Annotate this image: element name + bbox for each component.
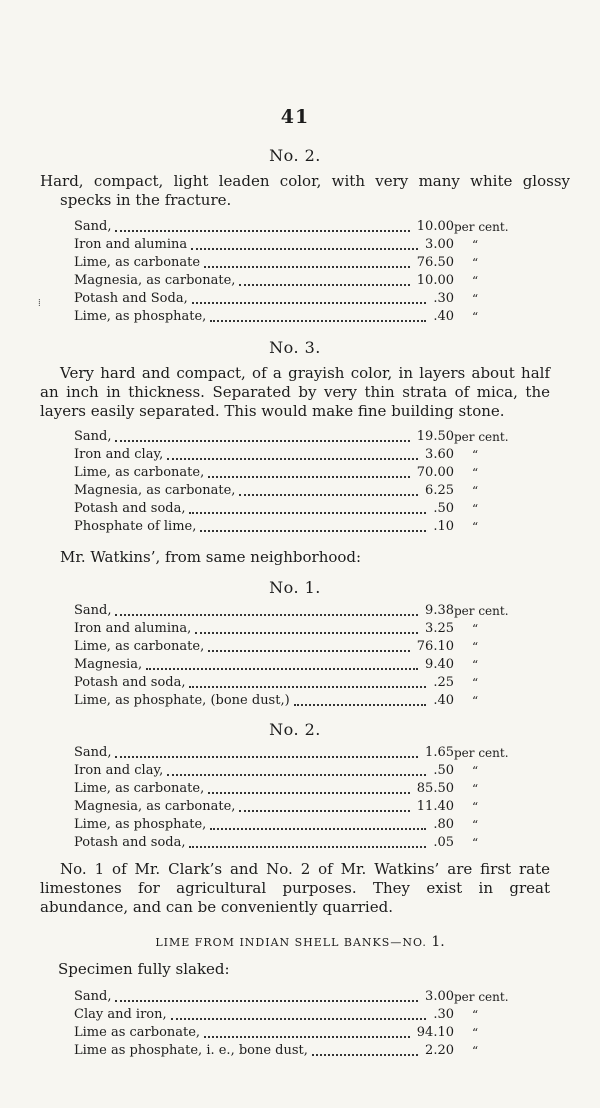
analysis-table bbox=[74, 428, 534, 536]
table-row: Magnesia, 9.40 “ bbox=[74, 657, 479, 672]
section-description: Very hard and compact, of a grayish color, in layers about half an inch in thickness. Separated by very thin strata of mica, the layers easily separated. This would make fine building stone. bbox=[40, 364, 550, 420]
table-row: Iron and alumina 3.00 “ bbox=[74, 237, 479, 252]
table-row: Potash and soda, .50 “ bbox=[74, 501, 479, 516]
table-row: Sand, 19.50 per cent. bbox=[74, 429, 509, 444]
table-row: Lime as carbonate, 94.10 “ bbox=[74, 1025, 479, 1040]
shell-heading-text: LIME FROM INDIAN SHELL BANKS—NO. bbox=[155, 936, 427, 949]
margin-mark: ⁞ bbox=[38, 298, 41, 309]
table-row: Potash and soda, .05 “ bbox=[74, 835, 479, 850]
table-row: Phosphate of lime, .10 “ bbox=[74, 519, 479, 534]
table-row: Lime, as phosphate, .80 “ bbox=[74, 817, 479, 832]
table-row: Sand, 10.00 per cent. bbox=[74, 219, 509, 234]
table-row: Magnesia, as carbonate, 10.00 “ bbox=[74, 273, 479, 288]
watkins-intro: Mr. Watkins’, from same neighborhood: bbox=[60, 548, 362, 566]
table-row: Lime, as carbonate, 85.50 “ bbox=[74, 781, 479, 796]
table-row: Sand, 9.38 per cent. bbox=[74, 603, 509, 618]
table-row: Iron and clay, .50 “ bbox=[74, 763, 479, 778]
table-row: Lime, as carbonate 76.50 “ bbox=[74, 255, 479, 270]
shell-section-heading bbox=[0, 934, 600, 950]
table-row: Sand, 1.65 per cent. bbox=[74, 745, 509, 760]
shell-intro: Specimen fully slaked: bbox=[58, 960, 230, 978]
table-row: Lime, as carbonate, 70.00 “ bbox=[74, 465, 479, 480]
section-heading: No. 1. bbox=[269, 578, 321, 597]
table-row: Sand, 3.00 per cent. bbox=[74, 989, 509, 1004]
section-heading: No. 2. bbox=[269, 146, 321, 165]
table-row: Lime, as carbonate, 76.10 “ bbox=[74, 639, 479, 654]
analysis-table bbox=[74, 988, 534, 1060]
table-row: Lime as phosphate, i. e., bone dust, 2.20 “ bbox=[74, 1043, 479, 1058]
shell-heading-number: 1. bbox=[431, 934, 445, 950]
table-row: Magnesia, as carbonate, 6.25 “ bbox=[74, 483, 479, 498]
conclusion-paragraph: No. 1 of Mr. Clark’s and No. 2 of Mr. Watkins’ are first rate limestones for agricultural purposes. They exist in great abundance, and can be conveniently quarried. bbox=[40, 860, 550, 916]
table-row: Lime, as phosphate, (bone dust,) .40 “ bbox=[74, 693, 479, 708]
section-description: Hard, compact, light leaden color, with very many white glossy specks in the fracture. bbox=[40, 172, 570, 209]
table-row: Potash and Soda, .30 “ bbox=[74, 291, 479, 306]
analysis-table bbox=[74, 218, 534, 326]
table-row: Potash and soda, .25 “ bbox=[74, 675, 479, 690]
table-row: Clay and iron, .30 “ bbox=[74, 1007, 479, 1022]
page-number: 41 bbox=[280, 106, 310, 128]
analysis-table bbox=[74, 744, 534, 852]
analysis-table bbox=[74, 602, 534, 710]
table-row: Iron and clay, 3.60 “ bbox=[74, 447, 479, 462]
table-row: Magnesia, as carbonate, 11.40 “ bbox=[74, 799, 479, 814]
section-heading: No. 2. bbox=[269, 720, 321, 739]
table-row: Lime, as phosphate, .40 “ bbox=[74, 309, 479, 324]
section-heading: No. 3. bbox=[269, 338, 321, 357]
table-row: Iron and alumina, 3.25 “ bbox=[74, 621, 479, 636]
